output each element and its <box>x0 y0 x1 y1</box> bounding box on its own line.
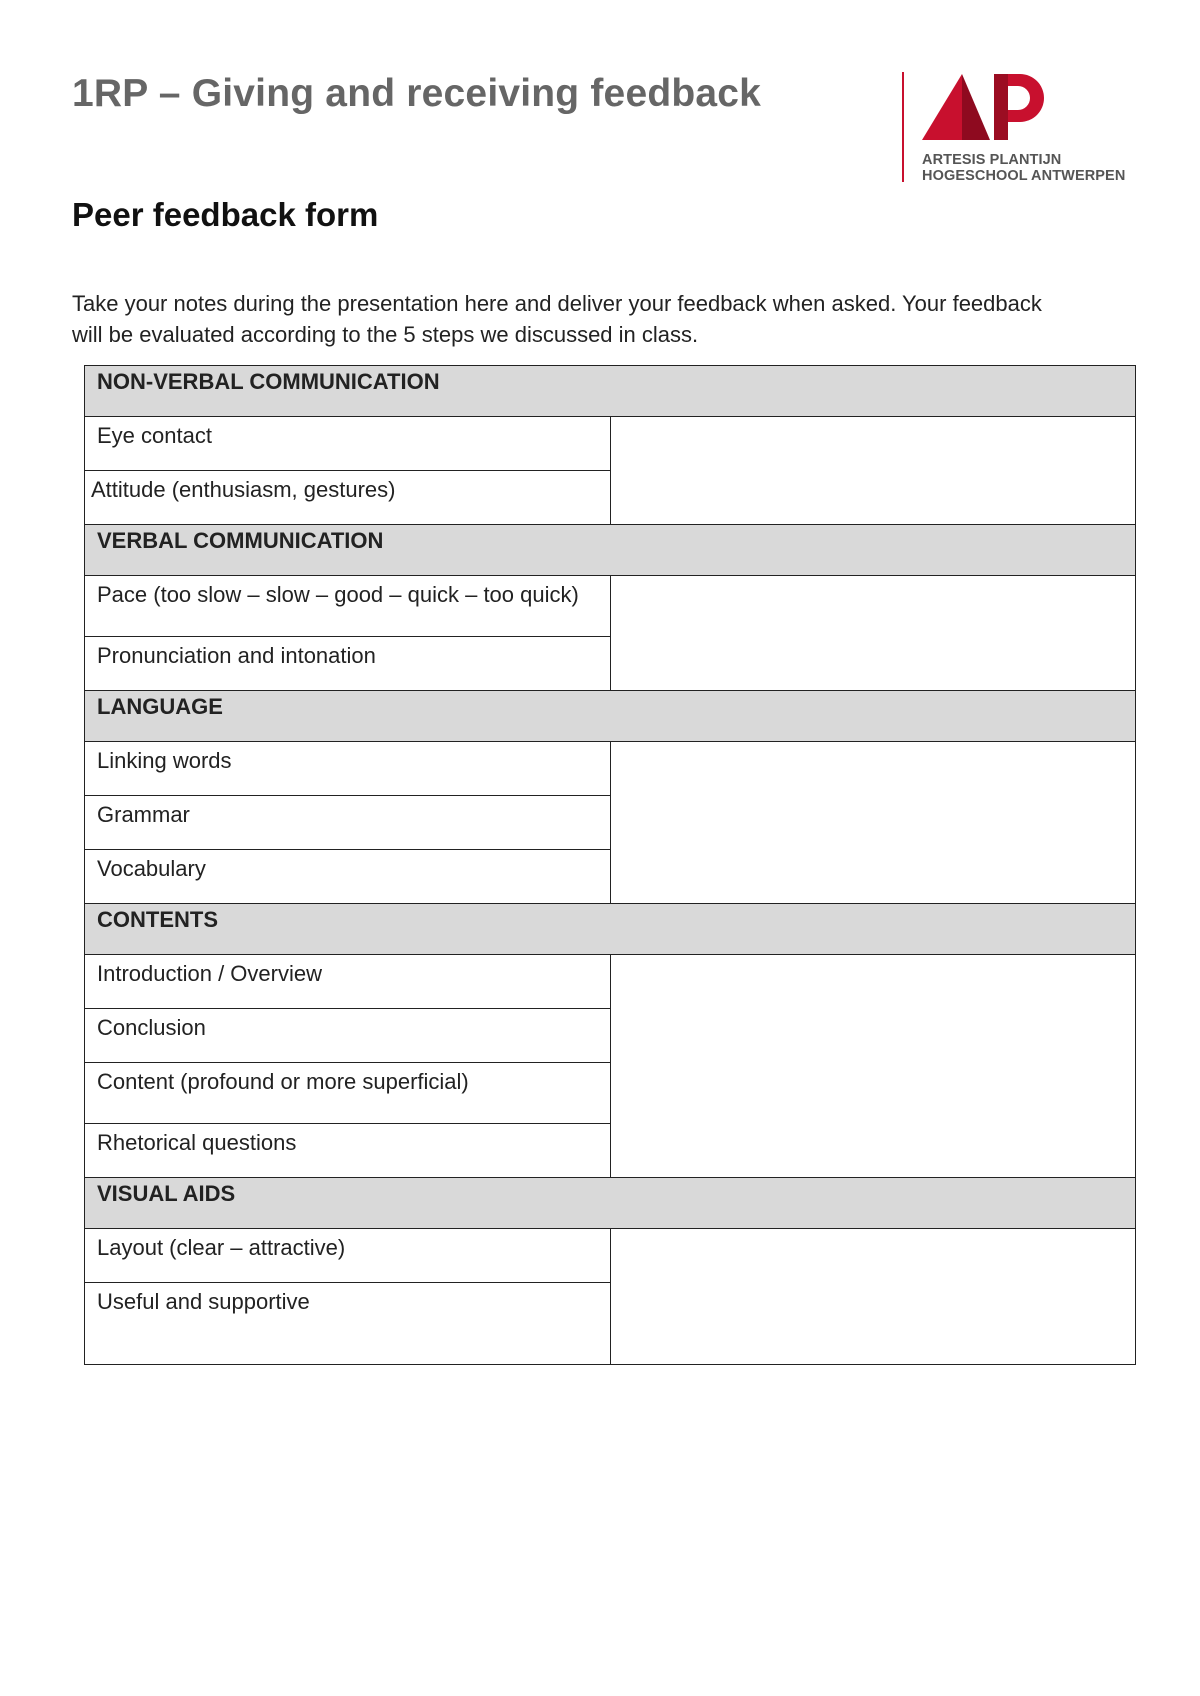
feedback-table <box>84 365 1136 1365</box>
criterion-label: Pace (too slow – slow – good – quick – too quick) <box>85 576 611 637</box>
section-heading: CONTENTS <box>85 904 1136 955</box>
intro-text: Take your notes during the presentation here and deliver your feedback when asked. Your feedback will be evaluated according to the 5 steps we discussed in class. <box>72 291 1042 347</box>
criterion-row <box>85 955 1136 1009</box>
logo-line-2: HOGESCHOOL ANTWERPEN <box>922 168 1126 184</box>
criterion-label: Eye contact <box>85 417 611 471</box>
section-heading: VISUAL AIDS <box>85 1178 1136 1229</box>
criterion-label: Pronunciation and intonation <box>85 637 611 691</box>
criterion-label: Content (profound or more superficial) <box>85 1063 611 1124</box>
section-heading: NON-VERBAL COMMUNICATION <box>85 366 1136 417</box>
criterion-label: Linking words <box>85 742 611 796</box>
ap-logo-icon <box>920 72 1050 144</box>
criterion-label: Useful and supportive <box>85 1283 611 1365</box>
section-heading: VERBAL COMMUNICATION <box>85 525 1136 576</box>
form-title: Peer feedback form <box>72 196 379 233</box>
section-heading: LANGUAGE <box>85 691 1136 742</box>
criterion-row <box>85 742 1136 796</box>
logo-wordmark <box>922 152 1125 184</box>
notes-cell-verbal[interactable] <box>610 576 1136 691</box>
ap-logo <box>902 72 1128 184</box>
logo-line-1: ARTESIS PLANTIJN <box>922 152 1062 168</box>
section-row <box>85 366 1136 417</box>
criterion-row <box>85 417 1136 471</box>
criterion-row <box>85 1229 1136 1283</box>
section-row <box>85 525 1136 576</box>
criterion-label: Grammar <box>85 796 611 850</box>
logo-divider <box>902 72 904 182</box>
notes-cell-contents[interactable] <box>610 955 1136 1178</box>
document-title: 1RP – Giving and receiving feedback <box>72 72 762 115</box>
notes-cell-language[interactable] <box>610 742 1136 904</box>
criterion-label: Conclusion <box>85 1009 611 1063</box>
section-row <box>85 904 1136 955</box>
criterion-row <box>85 576 1136 637</box>
criterion-label: Vocabulary <box>85 850 611 904</box>
section-row <box>85 691 1136 742</box>
criterion-label: Attitude (enthusiasm, gestures) <box>85 471 611 525</box>
section-row <box>85 1178 1136 1229</box>
notes-cell-visual-aids[interactable] <box>610 1229 1136 1365</box>
notes-cell-non-verbal[interactable] <box>610 417 1136 525</box>
criterion-label: Layout (clear – attractive) <box>85 1229 611 1283</box>
criterion-label: Introduction / Overview <box>85 955 611 1009</box>
criterion-label: Rhetorical questions <box>85 1124 611 1178</box>
